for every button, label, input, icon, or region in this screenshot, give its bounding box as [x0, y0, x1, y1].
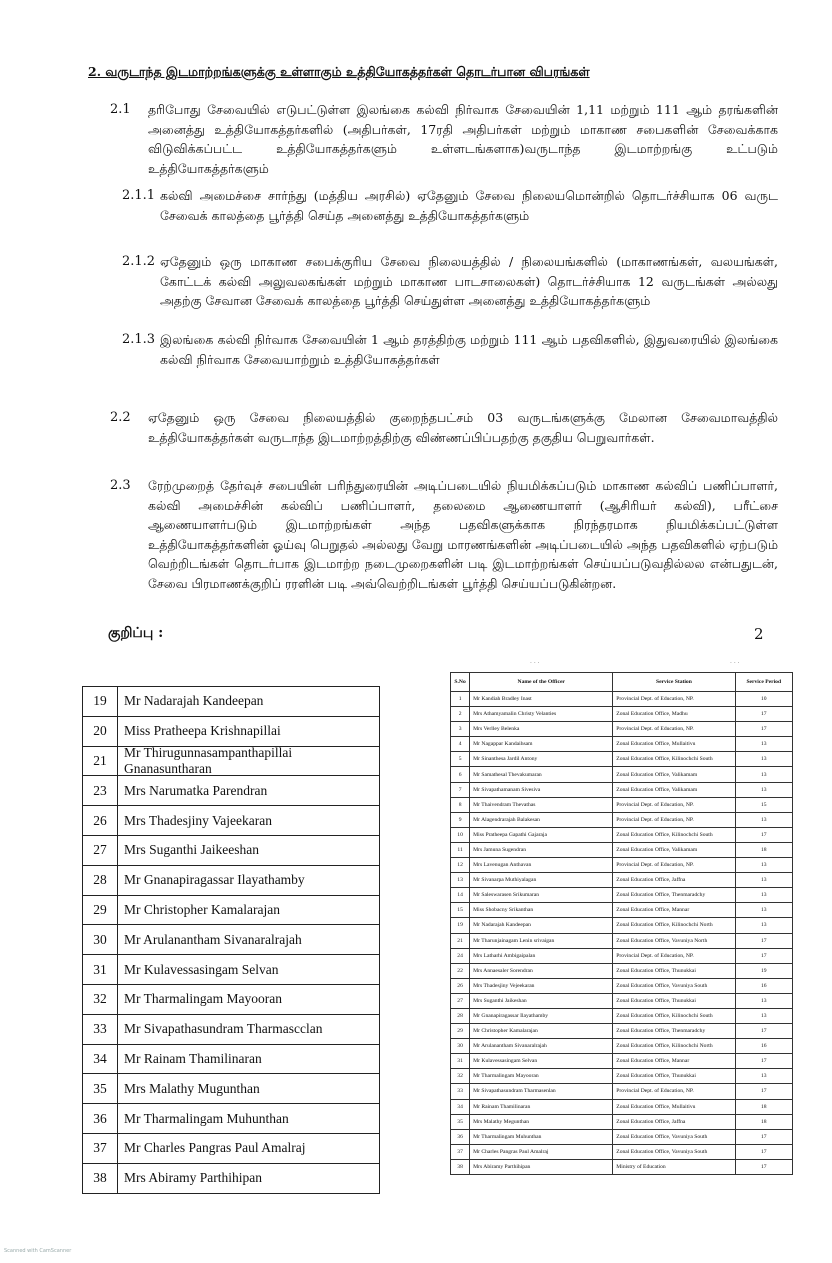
serial-number: 28	[451, 1008, 470, 1023]
table-row	[83, 985, 379, 1015]
serial-number: 34	[451, 1099, 470, 1114]
table-row	[83, 687, 379, 717]
officer-name: Mrs Malathy Megunthan	[470, 1114, 613, 1129]
officer-name: Mr Samathesal Thevakumaran	[470, 767, 613, 782]
section-number: 2.1.3	[122, 332, 156, 347]
table-row	[451, 707, 793, 722]
officer-name: Mr Arulanantham Sivanaralrajah	[117, 925, 379, 954]
officer-name: Mrs Narumatka Parendran	[117, 776, 379, 805]
serial-number: 35	[451, 1114, 470, 1129]
officer-name: Mrs Lavenugan Anthavan	[470, 858, 613, 873]
service-period: 13	[735, 1069, 792, 1084]
table-row	[83, 1045, 379, 1075]
table-row	[83, 955, 379, 985]
table-row	[451, 752, 793, 767]
serial-number: 10	[451, 827, 470, 842]
service-period: 13	[735, 752, 792, 767]
service-period: 13	[735, 767, 792, 782]
table-row	[451, 933, 793, 948]
section-number: 2.3	[110, 478, 131, 493]
serial-number: 37	[451, 1144, 470, 1159]
table-row	[83, 1104, 379, 1134]
serial-number: 12	[451, 858, 470, 873]
officer-name: Mrs Annaesaler Sorendran	[470, 963, 613, 978]
service-period: 17	[735, 948, 792, 963]
table-row	[451, 903, 793, 918]
table-row	[83, 717, 379, 747]
service-station: Zonal Education Office, Mannar	[613, 1054, 735, 1069]
row-number: 38	[93, 1170, 107, 1186]
table-row	[451, 963, 793, 978]
officer-name: Mr Tharmalingam Mayooran	[117, 985, 379, 1014]
serial-number: 4	[451, 737, 470, 752]
officer-name: Mrs Abiramy Parthihipan	[470, 1159, 613, 1174]
table-header-row	[451, 673, 793, 692]
column-header: Service Station	[613, 673, 735, 692]
officer-name: Mr Tharmalingam Mayooran	[470, 1069, 613, 1084]
service-station: Zonal Education Office, Kilinochchi South	[613, 827, 735, 842]
service-period: 15	[735, 797, 792, 812]
officer-service-table	[450, 672, 793, 1175]
officer-name: Mr Sivapathasundram Tharmascclan	[117, 1015, 379, 1044]
officer-name: Mr Nadarajah Kandeepan	[117, 687, 379, 716]
officer-name: Mrs Thadesjiny Vejeekaran	[470, 978, 613, 993]
service-station: Provincial Dept. of Education, NP.	[613, 692, 735, 707]
serial-number: 24	[451, 948, 470, 963]
service-station: Zonal Education Office, Kilinochchi South	[613, 752, 735, 767]
service-station: Zonal Education Office, Vavuniya South	[613, 1144, 735, 1159]
row-number: 36	[93, 1110, 107, 1126]
row-number: 37	[93, 1140, 107, 1156]
officer-name: Mr Saleswarasen Srikumaran	[470, 888, 613, 903]
serial-number: 14	[451, 888, 470, 903]
table-row	[451, 722, 793, 737]
officer-name: Mr Rainam Thamilinaran	[470, 1099, 613, 1114]
table-row	[451, 1114, 793, 1129]
officer-name: Mr Nadarajah Kandeepan	[470, 918, 613, 933]
service-station: Zonal Education Office, Vavuniya North	[613, 933, 735, 948]
service-period: 13	[735, 1008, 792, 1023]
serial-number: 8	[451, 797, 470, 812]
table-row	[451, 1159, 793, 1174]
table-row	[451, 993, 793, 1008]
officer-name: Mr Kulavessasingam Selvan	[117, 955, 379, 984]
scanner-watermark: Scanned with CamScanner	[4, 1248, 72, 1254]
table-row	[83, 1164, 379, 1194]
table-row	[451, 1099, 793, 1114]
serial-number: 21	[451, 933, 470, 948]
service-period: 13	[735, 918, 792, 933]
officer-name: Mr Nagappar Kandaihsam	[470, 737, 613, 752]
row-number: 33	[93, 1021, 107, 1037]
table-row	[451, 1039, 793, 1054]
service-period: 17	[735, 1159, 792, 1174]
officer-name: Mr Thirugunnasampanthapillai Gnanasuntharan	[117, 747, 379, 776]
row-number: 34	[93, 1050, 107, 1066]
service-period: 17	[735, 722, 792, 737]
table-row	[451, 797, 793, 812]
service-station: Ministry of Education	[613, 1159, 735, 1174]
service-period: 17	[735, 827, 792, 842]
officer-name: Mr Gnanapiragassar Ilayathamby	[470, 1008, 613, 1023]
officer-name: Miss Shobacny Srikanthan	[470, 903, 613, 918]
table-row	[83, 836, 379, 866]
serial-number: 19	[451, 918, 470, 933]
officer-name: Mr Alagendrarajah Balakesan	[470, 812, 613, 827]
service-station: Zonal Education Office, Jaffna	[613, 873, 735, 888]
service-period: 19	[735, 963, 792, 978]
section-text: ஏதேனும் ஒரு சேவை நிலையத்தில் குறைந்தபட்சம் 03 வருடங்களுக்கு மேலான சேவைமாவத்தில் உத்தியோகத்தர்கள் வருடாந்த இடமாற்றத்திற்கு விண்ணப்பிப்பதற்கு தகுதிய பெறுவார்கள்.	[148, 410, 778, 445]
serial-number: 2	[451, 707, 470, 722]
table-row	[451, 1024, 793, 1039]
serial-number: 3	[451, 722, 470, 737]
service-period: 10	[735, 692, 792, 707]
row-number: 23	[93, 782, 107, 798]
service-station: Zonal Education Office, Mannar	[613, 903, 735, 918]
service-period: 13	[735, 782, 792, 797]
table-row	[451, 827, 793, 842]
section-text: தரிபோது சேவையில் எடுபட்டுள்ள இலங்கை கல்வி நிர்வாக சேவையின் 1,11 மற்றும் 111 ஆம் தரங்களின் அனைத்து உத்தியோகத்தர்களில் (அதிபர்கள், 17ரதி அதிபர்கள் மற்றும் மாகாண சபைகளின் சேவைக்காக விடுவிக்கப்பட்ட உத்தியோகத்தர்களும் உள்ளடங்களாக)வருடாந்த இடமாற்றங்கு உட்படும் உத்தியோகத்தர்களும்	[148, 102, 778, 176]
row-number: 19	[93, 693, 107, 709]
officer-name: Mr Sivapathasundram Tharmasenlan	[470, 1084, 613, 1099]
table-row	[451, 1144, 793, 1159]
serial-number: 38	[451, 1159, 470, 1174]
row-number: 27	[93, 842, 107, 858]
serial-number: 11	[451, 842, 470, 857]
table-row	[83, 1015, 379, 1045]
service-station: Provincial Dept. of Education, NP.	[613, 858, 735, 873]
table-row	[451, 978, 793, 993]
table-row	[83, 806, 379, 836]
officer-name: Mrs Malathy Mugunthan	[117, 1074, 379, 1103]
serial-number: 36	[451, 1129, 470, 1144]
service-period: 13	[735, 888, 792, 903]
officer-name: Mr Christopher Kamalarajan	[117, 896, 379, 925]
serial-number: 7	[451, 782, 470, 797]
section-number: 2.1.2	[122, 254, 156, 269]
row-number: 30	[93, 931, 107, 947]
service-station: Zonal Education Office, Vavuniya South	[613, 1129, 735, 1144]
row-number: 29	[93, 901, 107, 917]
officer-name: Mr Rainam Thamilinaran	[117, 1045, 379, 1074]
officer-name: Mr Kandiah Bradley Inast	[470, 692, 613, 707]
table-row	[451, 842, 793, 857]
officer-name: Mr Arulanantham Sivanaralrajah	[470, 1039, 613, 1054]
table-row	[451, 918, 793, 933]
section-number: 2.1	[110, 102, 131, 117]
table-row	[451, 1008, 793, 1023]
serial-number: 13	[451, 873, 470, 888]
service-period: 17	[735, 1144, 792, 1159]
table-row	[83, 1074, 379, 1104]
service-station: Zonal Education Office, Thenmaradchy	[613, 888, 735, 903]
officer-name: Miss Pratheepa Krishnapillai	[117, 717, 379, 746]
note-label: குறிப்பு :	[108, 625, 164, 641]
section-number: 2.2	[110, 410, 131, 425]
serial-number: 1	[451, 692, 470, 707]
service-station: Zonal Education Office, Jaffna	[613, 1114, 735, 1129]
officer-name: Mr Tharunjainagam Lenin srivaigan	[470, 933, 613, 948]
officer-name: Mr Thaivendram Thevathas	[470, 797, 613, 812]
officer-name: Mr Tharmalingam Muhunthan	[117, 1104, 379, 1133]
faint-marks: · · ·	[530, 660, 540, 667]
service-period: 13	[735, 873, 792, 888]
service-station: Zonal Education Office, Kilinochchi North	[613, 1039, 735, 1054]
service-station: Zonal Education Office, Madhu	[613, 707, 735, 722]
officer-name: Miss Pratheepa Gapathi Gajaraja	[470, 827, 613, 842]
section-text: இலங்கை கல்வி நிர்வாக சேவையின் 1 ஆம் தரத்திற்கு மற்றும் 111 ஆம் பதவிகளில், இதுவரையில் இலங்கை கல்வி நிர்வாக சேவையாற்றும் உத்தியோகத்தர்கள்	[160, 332, 778, 367]
service-station: Provincial Dept. of Education, NP.	[613, 797, 735, 812]
table-row	[451, 737, 793, 752]
serial-number: 9	[451, 812, 470, 827]
service-period: 17	[735, 707, 792, 722]
table-row	[451, 1129, 793, 1144]
serial-number: 27	[451, 993, 470, 1008]
service-station: Zonal Education Office, Mullaitivu	[613, 1099, 735, 1114]
table-row	[83, 1134, 379, 1164]
service-period: 17	[735, 1054, 792, 1069]
service-period: 13	[735, 993, 792, 1008]
serial-number: 31	[451, 1054, 470, 1069]
service-period: 18	[735, 842, 792, 857]
service-station: Zonal Education Office, Thunukkai	[613, 993, 735, 1008]
serial-number: 29	[451, 1024, 470, 1039]
service-period: 13	[735, 858, 792, 873]
officer-name: Mrs Suganthi Jaikeeshan	[117, 836, 379, 865]
service-period: 17	[735, 1024, 792, 1039]
row-number: 26	[93, 812, 107, 828]
serial-number: 33	[451, 1084, 470, 1099]
service-station: Zonal Education Office, Thunukkai	[613, 963, 735, 978]
officer-name: Mr Kulavessasingam Selvan	[470, 1054, 613, 1069]
service-period: 13	[735, 812, 792, 827]
table-row	[83, 747, 379, 777]
row-number: 21	[93, 752, 107, 768]
service-station: Zonal Education Office, Valikamam	[613, 767, 735, 782]
service-station: Provincial Dept. of Education, NP.	[613, 722, 735, 737]
table-row	[451, 948, 793, 963]
officer-name: Mr Gnanapiragassar Ilayathamby	[117, 866, 379, 895]
service-station: Zonal Education Office, Vavuniya South	[613, 978, 735, 993]
service-station: Provincial Dept. of Education, NP.	[613, 948, 735, 963]
section-text: கல்வி அமைச்சை சார்ந்து (மத்திய அரசில்) ஏதேனும் சேவை நிலையமொன்றில் தொடர்ச்சியாக 06 வருட சேவைக் காலத்தை பூர்த்தி செய்த அனைத்து உத்தியோகத்தர்களும்	[160, 188, 778, 223]
service-station: Zonal Education Office, Thenmaradchy	[613, 1024, 735, 1039]
section-text: ஏதேனும் ஒரு மாகாண சபைக்குரிய சேவை நிலையத்தில் / நிலையங்களில் (மாகாணங்கள், வலயங்கள், கோட்டக் கல்வி அலுவலகங்கள் மற்றும் மாகாண பாடசாலைகள்) தொடர்ச்சியாக 12 வருடங்கள் அல்லது அதற்கு சேவான சேவைக் காலத்தை பூர்த்தி செய்துள்ள அனைத்து உத்தியோகத்தர்களும்	[160, 254, 778, 308]
row-number: 31	[93, 961, 107, 977]
column-header: Name of the Officer	[470, 673, 613, 692]
row-number: 32	[93, 991, 107, 1007]
section-number: 2.1.1	[122, 188, 156, 203]
officer-name: Mr Charles Pangras Paul Amalraj	[470, 1144, 613, 1159]
table-row	[451, 812, 793, 827]
section-text: ரேற்முறைத் தேர்வுச் சபையின் பரிந்துரையின் அடிப்படையில் நியமிக்கப்படும் மாகாண கல்விப் பணிப்பாளர், கல்வி அமைச்சின் கல்விப் பணிப்பாளர், தலைமை ஆணையாளர் (ஆசிரியர் கல்வி), பரீட்சை ஆணையாளர்படும் இடமாற்றங்கள் அந்த பதவிகளுக்காக நிரந்தரமாக நியமிக்கப்பட்டுள்ள உத்தியோகத்தர்களின் ஓய்வு பெறுதல் அல்லது வேறு மாரணங்களின் அடிப்படையில் அந்த பதவிகளில் ஏற்படும் வெற்றிடங்கள் தொடர்பாக இடமாற்ற நடைமுறைகளின் படி இடமாற்றங்கள் செய்யப்படுவதில்லல என்பதுடன், சேவை பிரமாணக்குறிப் ரரளின் படி அவ்வெற்றிடங்கள் பூர்த்தி செய்யப்படுகின்றன.	[148, 478, 778, 591]
table-row	[451, 888, 793, 903]
table-row	[83, 896, 379, 926]
table-row	[451, 873, 793, 888]
officer-name: Mr Sivapathamanam Sivesiva	[470, 782, 613, 797]
officer-name: Mr Sivanarpa Muthiyalagan	[470, 873, 613, 888]
table-row	[83, 866, 379, 896]
officer-name: Mrs Jamuna Sugendran	[470, 842, 613, 857]
officer-name: Mrs Thadesjiny Vajeekaran	[117, 806, 379, 835]
officer-name: Mrs Latharhi Ambigaipalan	[470, 948, 613, 963]
service-period: 17	[735, 933, 792, 948]
page-number: 2	[754, 625, 764, 643]
service-period: 17	[735, 1129, 792, 1144]
table-row	[451, 858, 793, 873]
service-station: Zonal Education Office, Valikamam	[613, 842, 735, 857]
table-row	[451, 692, 793, 707]
officer-name: Mrs Suganthi Jaikeshan	[470, 993, 613, 1008]
row-number: 28	[93, 872, 107, 888]
officer-name: Mr Christopher Kamalarajan	[470, 1024, 613, 1039]
service-period: 18	[735, 1099, 792, 1114]
table-row	[83, 925, 379, 955]
officer-list-table	[82, 686, 380, 1194]
serial-number: 22	[451, 963, 470, 978]
table-row	[451, 1084, 793, 1099]
table-row	[451, 767, 793, 782]
officer-name: Mr Sinanthesa Jardil Antony	[470, 752, 613, 767]
service-period: 13	[735, 903, 792, 918]
row-number: 35	[93, 1080, 107, 1096]
table-row	[451, 782, 793, 797]
table-row	[451, 1054, 793, 1069]
service-station: Zonal Education Office, Valikamam	[613, 782, 735, 797]
serial-number: 15	[451, 903, 470, 918]
service-station: Provincial Dept. of Education, NP.	[613, 812, 735, 827]
officer-name: Mr Tharmalingam Muhunthan	[470, 1129, 613, 1144]
service-station: Zonal Education Office, Mullaitivu	[613, 737, 735, 752]
service-station: Provincial Dept. of Education, NP.	[613, 1084, 735, 1099]
officer-name: Mr Charles Pangras Paul Amalraj	[117, 1134, 379, 1163]
section-heading: 2. வருடாந்த இடமாற்றங்களுக்கு உள்ளாகும் உத்தியோகத்தர்கள் தொடர்பான விபரங்கள்	[88, 64, 590, 79]
service-period: 17	[735, 1084, 792, 1099]
serial-number: 6	[451, 767, 470, 782]
service-station: Zonal Education Office, Kilinochchi South	[613, 1008, 735, 1023]
service-period: 18	[735, 1114, 792, 1129]
column-header: S.No	[451, 673, 470, 692]
officer-name: Mrs Verlley Belenka	[470, 722, 613, 737]
serial-number: 5	[451, 752, 470, 767]
officer-name: Mrs Athamyamalin Christy Velanties	[470, 707, 613, 722]
service-period: 13	[735, 737, 792, 752]
table-row	[83, 776, 379, 806]
row-number: 20	[93, 723, 107, 739]
serial-number: 32	[451, 1069, 470, 1084]
table-row	[451, 1069, 793, 1084]
faint-marks: · · ·	[730, 660, 740, 667]
column-header: Service Period	[735, 673, 792, 692]
officer-name: Mrs Abiramy Parthihipan	[117, 1164, 379, 1193]
service-station: Zonal Education Office, Kilinochchi North	[613, 918, 735, 933]
service-period: 16	[735, 1039, 792, 1054]
service-station: Zonal Education Office, Thunukkai	[613, 1069, 735, 1084]
serial-number: 30	[451, 1039, 470, 1054]
service-period: 16	[735, 978, 792, 993]
serial-number: 26	[451, 978, 470, 993]
